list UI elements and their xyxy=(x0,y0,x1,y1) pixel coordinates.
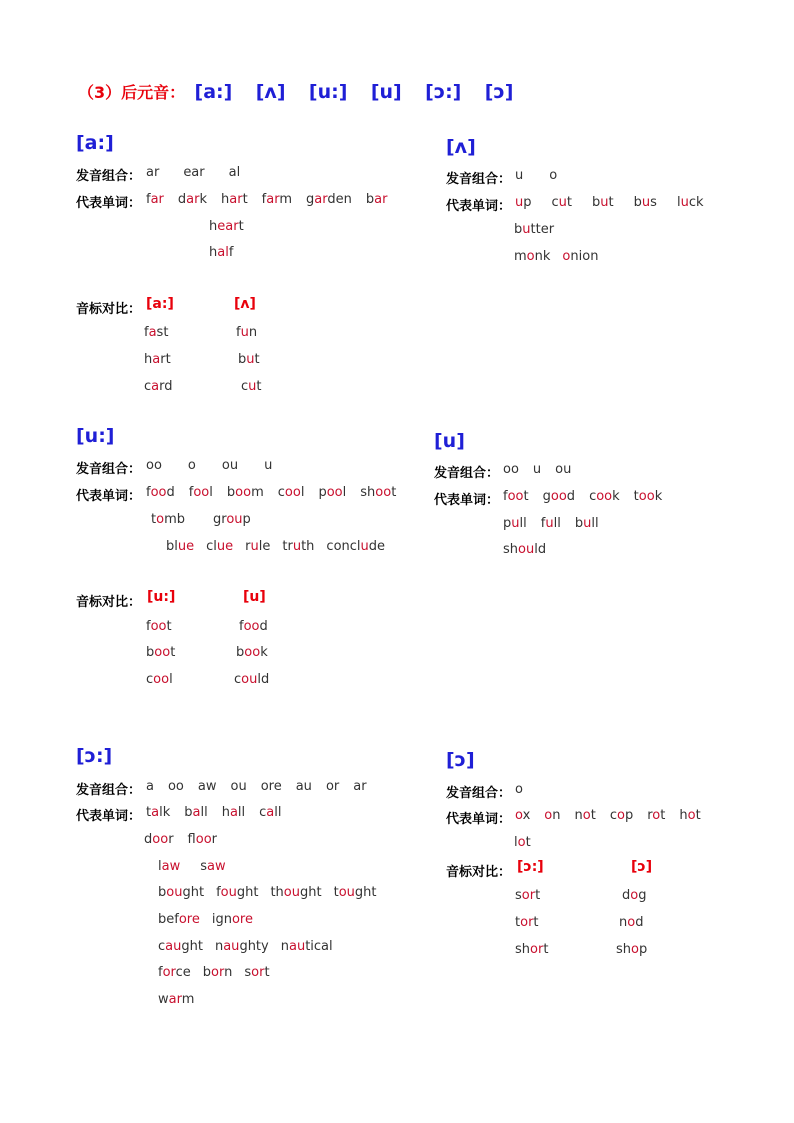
example-word: truth xyxy=(282,539,315,554)
highlighted-letters: or xyxy=(530,942,544,957)
compare-word: short xyxy=(515,942,549,957)
compare-word: food xyxy=(239,619,268,634)
section-uu-compare-r0 xyxy=(239,619,268,634)
highlighted-letters: oo xyxy=(193,485,210,500)
highlighted-letters: ar xyxy=(150,192,164,207)
section-v-words-label: 代表单词： xyxy=(446,199,512,214)
example-word: on xyxy=(544,808,561,823)
highlighted-letters: u xyxy=(250,539,259,554)
highlighted-letters: oo xyxy=(326,485,343,500)
example-word: door xyxy=(144,832,174,847)
section-uu-compare-label: 音标对比： xyxy=(76,595,142,610)
section-u-words-row1 xyxy=(503,489,662,504)
highlighted-letters: o xyxy=(630,888,639,903)
section-oo-words-row7 xyxy=(158,965,270,980)
highlighted-letters: o xyxy=(526,249,535,264)
example-word: should xyxy=(503,542,547,557)
example-word: bar xyxy=(365,192,388,207)
highlighted-letters: u xyxy=(246,352,255,367)
highlighted-letters: oo xyxy=(638,489,655,504)
section-oo-words-row1 xyxy=(146,805,282,820)
section-uu-compare-r2 xyxy=(234,672,269,687)
section-a-compare-r1 xyxy=(238,352,260,367)
example-word: cool xyxy=(277,485,305,500)
highlighted-letters: oo xyxy=(507,489,524,504)
section-o-compare-r1 xyxy=(619,915,643,930)
highlighted-letters: o xyxy=(631,942,639,957)
section-o-combo-label: 发音组合： xyxy=(446,786,512,801)
highlighted-letters: al xyxy=(217,245,229,260)
highlighted-letters: or xyxy=(211,965,225,980)
letter-combo: u xyxy=(515,168,524,183)
highlighted-letters: ou xyxy=(226,512,243,527)
highlighted-letters: ue xyxy=(177,539,195,554)
compare-word: but xyxy=(238,352,260,367)
section-v-words-row3 xyxy=(514,249,598,264)
example-word: blue xyxy=(166,539,195,554)
letter-combo: ar xyxy=(146,165,160,180)
section-a-words-row3 xyxy=(209,245,233,260)
section-uu-combo-label: 发音组合： xyxy=(76,462,142,477)
letter-combo: o xyxy=(187,458,196,473)
highlighted-letters: or xyxy=(521,888,536,903)
letter-combo: aw xyxy=(197,779,217,794)
highlighted-letters: a xyxy=(266,805,275,820)
example-word: cop xyxy=(609,808,634,823)
highlighted-letters: ore xyxy=(178,912,200,927)
highlighted-letters: ou xyxy=(338,885,355,900)
section-oo-combos xyxy=(146,779,367,794)
section-o-words-row1 xyxy=(515,808,701,823)
highlighted-letters: ar xyxy=(229,192,243,207)
title-symbol-oo: [ɔ:] xyxy=(425,81,462,103)
highlighted-letters: oo xyxy=(153,672,170,687)
example-word: conclude xyxy=(326,539,386,554)
example-word: clue xyxy=(206,539,234,554)
example-word: heart xyxy=(209,219,244,234)
section-oo-words-row5 xyxy=(158,912,253,927)
section-oo-combo-label: 发音组合： xyxy=(76,783,142,798)
highlighted-letters: u xyxy=(600,195,609,210)
highlighted-letters: ou xyxy=(166,885,183,900)
compare-word: could xyxy=(234,672,270,687)
letter-combo: or xyxy=(325,779,340,794)
title-symbol-o: [ɔ] xyxy=(484,81,514,103)
highlighted-letters: oo xyxy=(244,645,261,660)
example-word: sort xyxy=(244,965,270,980)
section-o-compare-l0 xyxy=(515,888,540,903)
highlighted-letters: au xyxy=(288,939,306,954)
letter-combo: au xyxy=(295,779,312,794)
highlighted-letters: oo xyxy=(284,485,301,500)
highlighted-letters: oo xyxy=(550,489,567,504)
section-u-words-label: 代表单词： xyxy=(434,493,500,508)
section-uu-compare-left: [u:] xyxy=(147,589,176,605)
section-o-compare-left: [ɔ:] xyxy=(517,859,544,875)
letter-combo: ou xyxy=(230,779,247,794)
highlighted-letters: ue xyxy=(216,539,234,554)
highlighted-letters: au xyxy=(165,939,182,954)
section-o-words-row2 xyxy=(514,835,531,850)
highlighted-letters: ar xyxy=(266,192,280,207)
compare-word: fast xyxy=(144,325,169,340)
letter-combo: u xyxy=(532,462,542,477)
letter-combo: a xyxy=(146,779,154,794)
highlighted-letters: a xyxy=(152,352,161,367)
section-uu-words-row3 xyxy=(166,539,385,554)
example-word: fought xyxy=(216,885,259,900)
highlighted-letters: u xyxy=(680,195,689,210)
highlighted-letters: o xyxy=(562,249,571,264)
section-o-compare-label: 音标对比： xyxy=(446,865,512,880)
highlighted-letters: aw xyxy=(207,859,226,874)
compare-word: tort xyxy=(515,915,539,930)
section-uu-combos xyxy=(146,458,272,473)
highlighted-letters: ou xyxy=(518,542,535,557)
example-word: luck xyxy=(676,195,704,210)
letter-combo: o xyxy=(549,168,558,183)
example-word: caught xyxy=(158,939,203,954)
section-a-compare-label: 音标对比： xyxy=(76,302,142,317)
section-uu-compare-l2 xyxy=(146,672,173,687)
highlighted-letters: ore xyxy=(231,912,253,927)
example-word: fool xyxy=(188,485,213,500)
example-word: up xyxy=(515,195,532,210)
highlighted-letters: o xyxy=(652,808,661,823)
highlighted-letters: u xyxy=(240,325,249,340)
highlighted-letters: aw xyxy=(161,859,181,874)
highlighted-letters: ar xyxy=(186,192,200,207)
highlighted-letters: a xyxy=(151,379,160,394)
section-oo-words-row4 xyxy=(158,885,376,900)
example-word: dark xyxy=(177,192,207,207)
section-a-compare-r0 xyxy=(236,325,257,340)
section-a-compare-l1 xyxy=(144,352,171,367)
title-symbol-v: [ʌ] xyxy=(255,81,286,103)
highlighted-letters: ear xyxy=(217,219,239,234)
section-uu-compare-right: [u] xyxy=(243,589,266,605)
highlighted-letters: u xyxy=(522,222,531,237)
section-v-combos xyxy=(515,168,557,183)
section-v-words-row1 xyxy=(515,195,704,210)
example-word: took xyxy=(633,489,663,504)
highlighted-letters: oo xyxy=(235,485,252,500)
section-a-compare-l2 xyxy=(144,379,173,394)
example-word: group xyxy=(213,512,251,527)
title-symbol-a: [a:] xyxy=(194,81,233,103)
highlighted-letters: u xyxy=(248,379,257,394)
letter-combo: ear xyxy=(183,165,205,180)
compare-word: hart xyxy=(144,352,171,367)
highlighted-letters: u xyxy=(292,539,302,554)
example-word: butter xyxy=(514,222,555,237)
example-word: thought xyxy=(270,885,322,900)
section-o-compare-l2 xyxy=(515,942,548,957)
example-word: floor xyxy=(187,832,218,847)
compare-word: cut xyxy=(241,379,262,394)
section-u-symbol: [u] xyxy=(434,430,465,452)
highlighted-letters: a xyxy=(148,325,157,340)
section-a-words-row1 xyxy=(146,192,387,207)
example-word: monk xyxy=(514,249,551,264)
section-a-compare-right: [ʌ] xyxy=(234,296,256,312)
example-word: ignore xyxy=(211,912,253,927)
example-word: talk xyxy=(146,805,171,820)
compare-word: book xyxy=(236,645,268,660)
section-v-symbol: [ʌ] xyxy=(446,136,476,158)
section-o-compare-r0 xyxy=(622,888,647,903)
highlighted-letters: oo xyxy=(150,619,167,634)
example-word: nautical xyxy=(280,939,333,954)
section-o-compare-r2 xyxy=(616,942,647,957)
highlighted-letters: o xyxy=(687,808,696,823)
letter-combo: oo xyxy=(167,779,184,794)
letter-combo: ar xyxy=(353,779,367,794)
example-word: full xyxy=(540,516,561,531)
compare-word: cool xyxy=(146,672,173,687)
highlighted-letters: u xyxy=(583,516,592,531)
highlighted-letters: u xyxy=(515,195,524,210)
section-o-compare-l1 xyxy=(515,915,539,930)
section-u-words-row2 xyxy=(503,516,599,531)
highlighted-letters: or xyxy=(162,965,176,980)
highlighted-letters: or xyxy=(520,915,534,930)
letter-combo: o xyxy=(515,782,523,797)
highlighted-letters: or xyxy=(251,965,265,980)
highlighted-letters: u xyxy=(558,195,567,210)
example-word: cook xyxy=(589,489,620,504)
example-word: tomb xyxy=(151,512,185,527)
compare-word: boot xyxy=(146,645,176,660)
example-word: tought xyxy=(333,885,377,900)
example-word: lot xyxy=(514,835,531,850)
example-word: rule xyxy=(245,539,271,554)
example-word: foot xyxy=(503,489,529,504)
highlighted-letters: ar xyxy=(314,192,328,207)
highlighted-letters: o xyxy=(616,808,625,823)
example-word: hart xyxy=(221,192,248,207)
highlighted-letters: o xyxy=(582,808,591,823)
example-word: not xyxy=(574,808,596,823)
highlighted-letters: ou xyxy=(241,672,258,687)
section-oo-words-row6 xyxy=(158,939,333,954)
section-uu-words-row1 xyxy=(146,485,396,500)
highlighted-letters: o xyxy=(517,835,526,850)
title-prefix: （3）后元音： xyxy=(78,83,186,102)
compare-word: fun xyxy=(236,325,258,340)
letter-combo: al xyxy=(228,165,241,180)
section-o-symbol: [ɔ] xyxy=(446,749,475,771)
section-a-words-label: 代表单词： xyxy=(76,196,142,211)
example-word: far xyxy=(146,192,164,207)
example-word: pull xyxy=(503,516,527,531)
example-word: but xyxy=(592,195,614,210)
compare-word: shop xyxy=(616,942,648,957)
highlighted-letters: oo xyxy=(596,489,613,504)
letter-combo: ou xyxy=(221,458,239,473)
highlighted-letters: ou xyxy=(220,885,237,900)
section-oo-words-row2 xyxy=(144,832,217,847)
highlighted-letters: oo xyxy=(195,832,212,847)
compare-word: nod xyxy=(619,915,644,930)
section-v-words-row2 xyxy=(514,222,554,237)
highlighted-letters: ar xyxy=(374,192,388,207)
highlighted-letters: oo xyxy=(150,485,167,500)
example-word: ox xyxy=(515,808,531,823)
highlighted-letters: u xyxy=(641,195,651,210)
example-word: call xyxy=(259,805,282,820)
compare-word: dog xyxy=(622,888,647,903)
section-u-combos xyxy=(503,462,571,477)
highlighted-letters: o xyxy=(156,512,165,527)
section-uu-compare-l1 xyxy=(146,645,175,660)
example-word: hall xyxy=(221,805,246,820)
section-uu-compare-r1 xyxy=(236,645,268,660)
section-uu-symbol: [u:] xyxy=(76,425,115,447)
compare-word: foot xyxy=(146,619,172,634)
example-word: cut xyxy=(551,195,573,210)
highlighted-letters: o xyxy=(544,808,553,823)
letter-combo: u xyxy=(264,458,273,473)
section-uu-words-label: 代表单词： xyxy=(76,489,142,504)
example-word: onion xyxy=(562,249,599,264)
section-a-compare-l0 xyxy=(144,325,168,340)
highlighted-letters: ar xyxy=(168,992,182,1007)
section-a-compare-left: [a:] xyxy=(146,296,174,312)
highlighted-letters: u xyxy=(545,516,554,531)
example-word: good xyxy=(542,489,576,504)
section-oo-words-row3 xyxy=(158,859,226,874)
section-a-words-row2 xyxy=(209,219,244,234)
section-a-symbol: [a:] xyxy=(76,132,114,154)
highlighted-letters: oo xyxy=(375,485,392,500)
section-o-compare-right: [ɔ] xyxy=(631,859,653,875)
example-word: half xyxy=(209,245,234,260)
section-u-combo-label: 发音组合： xyxy=(434,466,500,481)
section-oo-words-label: 代表单词： xyxy=(76,809,142,824)
section-o-words-label: 代表单词： xyxy=(446,812,512,827)
example-word: bull xyxy=(574,516,599,531)
highlighted-letters: a xyxy=(229,805,238,820)
highlighted-letters: o xyxy=(515,808,523,823)
section-a-combos xyxy=(146,165,240,180)
letter-combo: ore xyxy=(260,779,282,794)
example-word: boom xyxy=(226,485,264,500)
compare-word: sort xyxy=(515,888,541,903)
example-word: naughty xyxy=(214,939,269,954)
highlighted-letters: oo xyxy=(152,832,169,847)
compare-word: card xyxy=(144,379,173,394)
example-word: born xyxy=(202,965,233,980)
example-word: food xyxy=(146,485,175,500)
example-word: rot xyxy=(647,808,666,823)
letter-combo: oo xyxy=(146,458,162,473)
section-oo-words-row8 xyxy=(158,992,194,1007)
section-v-combo-label: 发音组合： xyxy=(446,172,512,187)
section-oo-symbol: [ɔ:] xyxy=(76,745,113,767)
example-word: ball xyxy=(184,805,208,820)
example-word: shoot xyxy=(360,485,397,500)
section-o-combos xyxy=(515,782,523,797)
example-word: farm xyxy=(261,192,293,207)
section-uu-words-row2 xyxy=(151,512,251,527)
title-symbol-uu: [u:] xyxy=(308,81,348,103)
example-word: before xyxy=(158,912,200,927)
highlighted-letters: u xyxy=(511,516,520,531)
example-word: warm xyxy=(158,992,195,1007)
highlighted-letters: ou xyxy=(283,885,300,900)
example-word: force xyxy=(158,965,191,980)
highlighted-letters: u xyxy=(360,539,369,554)
highlighted-letters: oo xyxy=(243,619,260,634)
example-word: pool xyxy=(318,485,347,500)
page-title xyxy=(78,80,513,103)
highlighted-letters: a xyxy=(192,805,201,820)
highlighted-letters: oo xyxy=(154,645,171,660)
example-word: bought xyxy=(158,885,205,900)
letter-combo: ou xyxy=(555,462,572,477)
example-word: hot xyxy=(679,808,701,823)
highlighted-letters: a xyxy=(151,805,160,820)
example-word: garden xyxy=(306,192,352,207)
section-u-words-row3 xyxy=(503,542,546,557)
highlighted-letters: au xyxy=(223,939,240,954)
letter-combo: oo xyxy=(503,462,519,477)
section-uu-compare-l0 xyxy=(146,619,172,634)
example-word: law xyxy=(158,859,181,874)
highlighted-letters: o xyxy=(627,915,636,930)
example-word: saw xyxy=(200,859,226,874)
title-symbol-u: [u] xyxy=(370,81,402,103)
section-a-combo-label: 发音组合： xyxy=(76,169,142,184)
example-word: bus xyxy=(633,195,657,210)
section-a-compare-r2 xyxy=(241,379,262,394)
